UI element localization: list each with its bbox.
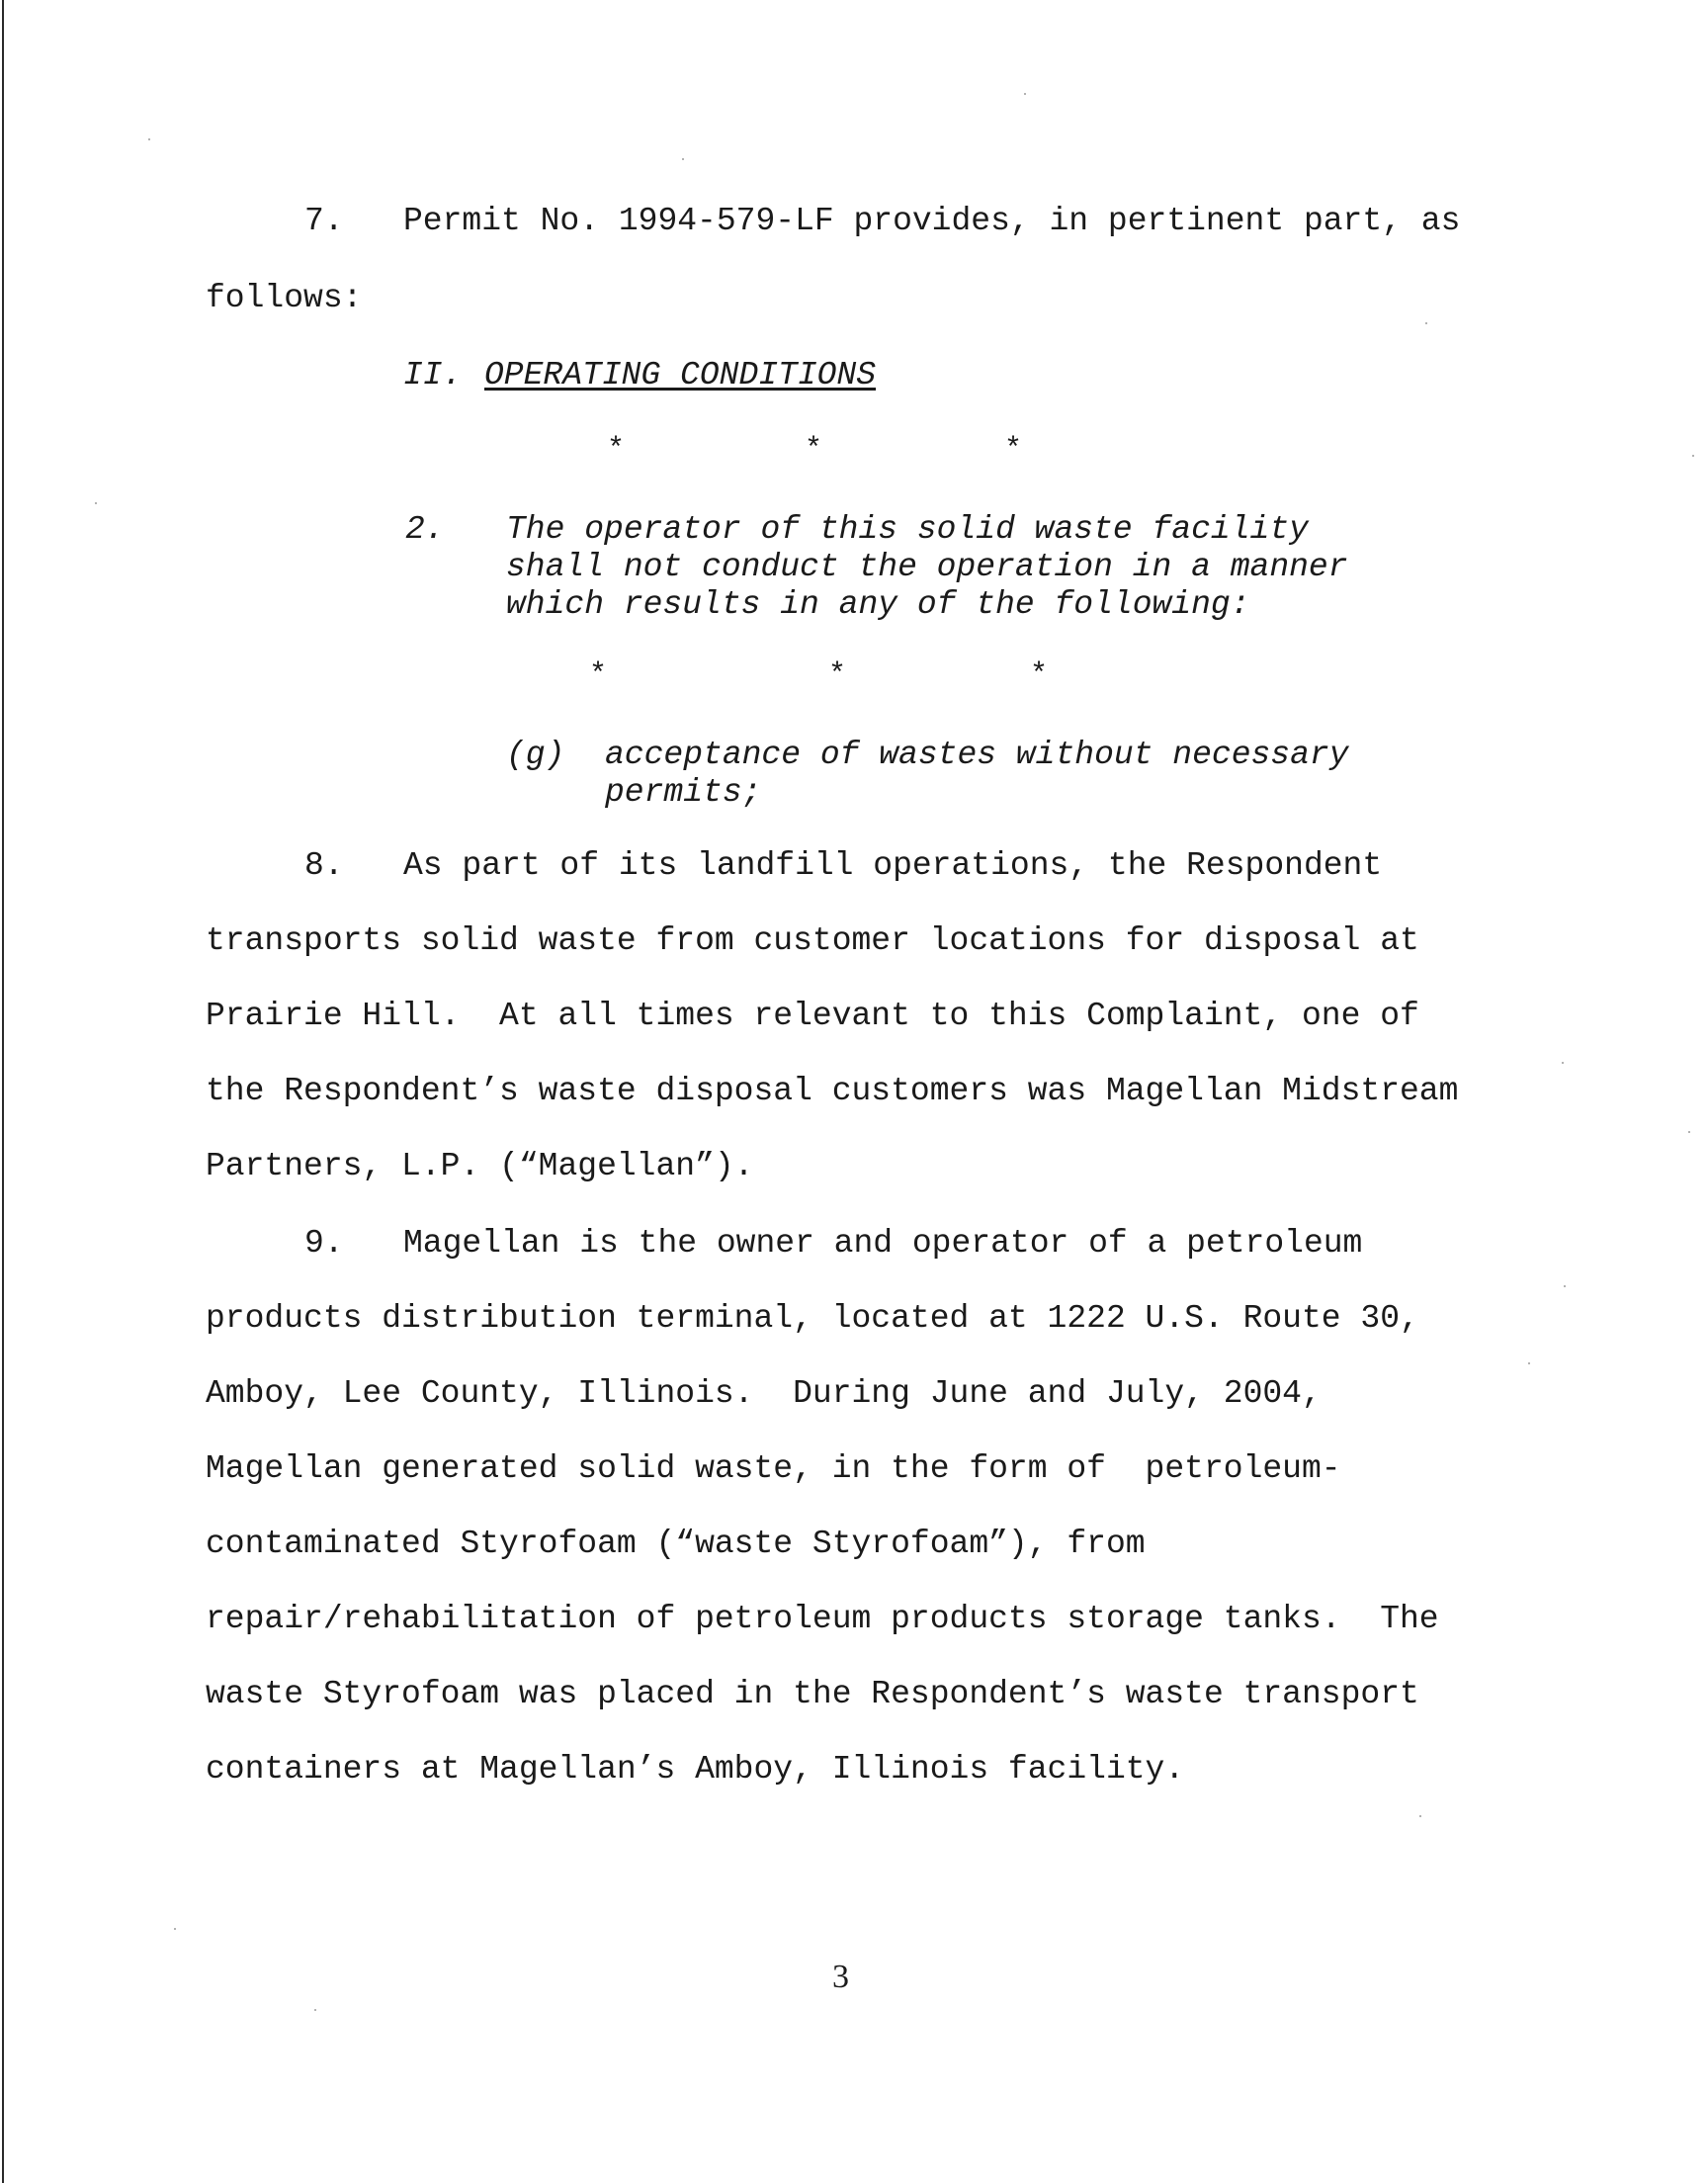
quote-item-line: The operator of this solid waste facility [506, 511, 1309, 548]
quote-subitem-line: acceptance of wastes without necessary [605, 737, 1349, 773]
quote-subitem-label: (g) [506, 737, 565, 773]
paragraph-line: repair/rehabilitation of petroleum products storage tanks. The [206, 1601, 1439, 1637]
quote-heading-title: OPERATING CONDITIONS [484, 357, 877, 393]
scan-speck [682, 158, 684, 160]
ellipsis-star: * [1030, 658, 1049, 692]
scan-speck [1692, 455, 1694, 457]
ellipsis-star: * [1004, 433, 1023, 467]
ellipsis-star: * [607, 433, 626, 467]
scan-speck [1688, 1131, 1690, 1133]
quote-heading-number: II. [403, 357, 463, 393]
quote-item-number: 2. [405, 511, 445, 548]
paragraph-number: 7. [304, 203, 344, 239]
scan-speck [1425, 322, 1427, 324]
scan-speck [314, 2009, 316, 2011]
ellipsis-star: * [805, 433, 823, 467]
page-left-edge [2, 0, 4, 2183]
paragraph-line: Prairie Hill. At all times relevant to this Complaint, one of [206, 998, 1419, 1034]
paragraph-line: the Respondent’s waste disposal customers was Magellan Midstream [206, 1073, 1459, 1109]
ellipsis-star: * [828, 658, 847, 692]
paragraph-line: As part of its landfill operations, the Respondent [403, 847, 1383, 884]
scan-speck [95, 502, 97, 504]
paragraph-line: products distribution terminal, located at 1222 U.S. Route 30, [206, 1300, 1419, 1337]
paragraph-line: waste Styrofoam was placed in the Respondent’s waste transport [206, 1676, 1419, 1712]
scan-speck [1528, 1362, 1530, 1364]
scan-speck [1024, 93, 1026, 95]
scan-speck [1419, 1815, 1421, 1817]
quote-item-line: shall not conduct the operation in a manner [506, 549, 1348, 585]
scan-speck [1562, 1062, 1564, 1064]
quote-subitem-line: permits; [605, 774, 762, 811]
paragraph-line: containers at Magellan’s Amboy, Illinois facility. [206, 1751, 1185, 1788]
paragraph-number: 9. [304, 1225, 344, 1262]
paragraph-line: Magellan is the owner and operator of a petroleum [403, 1225, 1363, 1262]
paragraph-line: transports solid waste from customer locations for disposal at [206, 922, 1419, 959]
paragraph-line: contaminated Styrofoam (“waste Styrofoam”), from [206, 1526, 1146, 1562]
quote-item-line: which results in any of the following: [506, 586, 1250, 623]
page-number: 3 [832, 1959, 849, 1995]
paragraph-line: Amboy, Lee County, Illinois. During June and July, 2004, [206, 1375, 1322, 1412]
scan-speck [148, 138, 150, 140]
paragraph-line: Partners, L.P. (“Magellan”). [206, 1148, 754, 1184]
paragraph-line: follows: [206, 280, 363, 316]
scan-speck [1564, 1285, 1566, 1287]
ellipsis-star: * [589, 658, 608, 692]
scan-speck [174, 1928, 176, 1930]
paragraph-line: Magellan generated solid waste, in the form of petroleum- [206, 1450, 1341, 1487]
paragraph-line: Permit No. 1994-579-LF provides, in pertinent part, as [403, 203, 1461, 239]
paragraph-number: 8. [304, 847, 344, 884]
